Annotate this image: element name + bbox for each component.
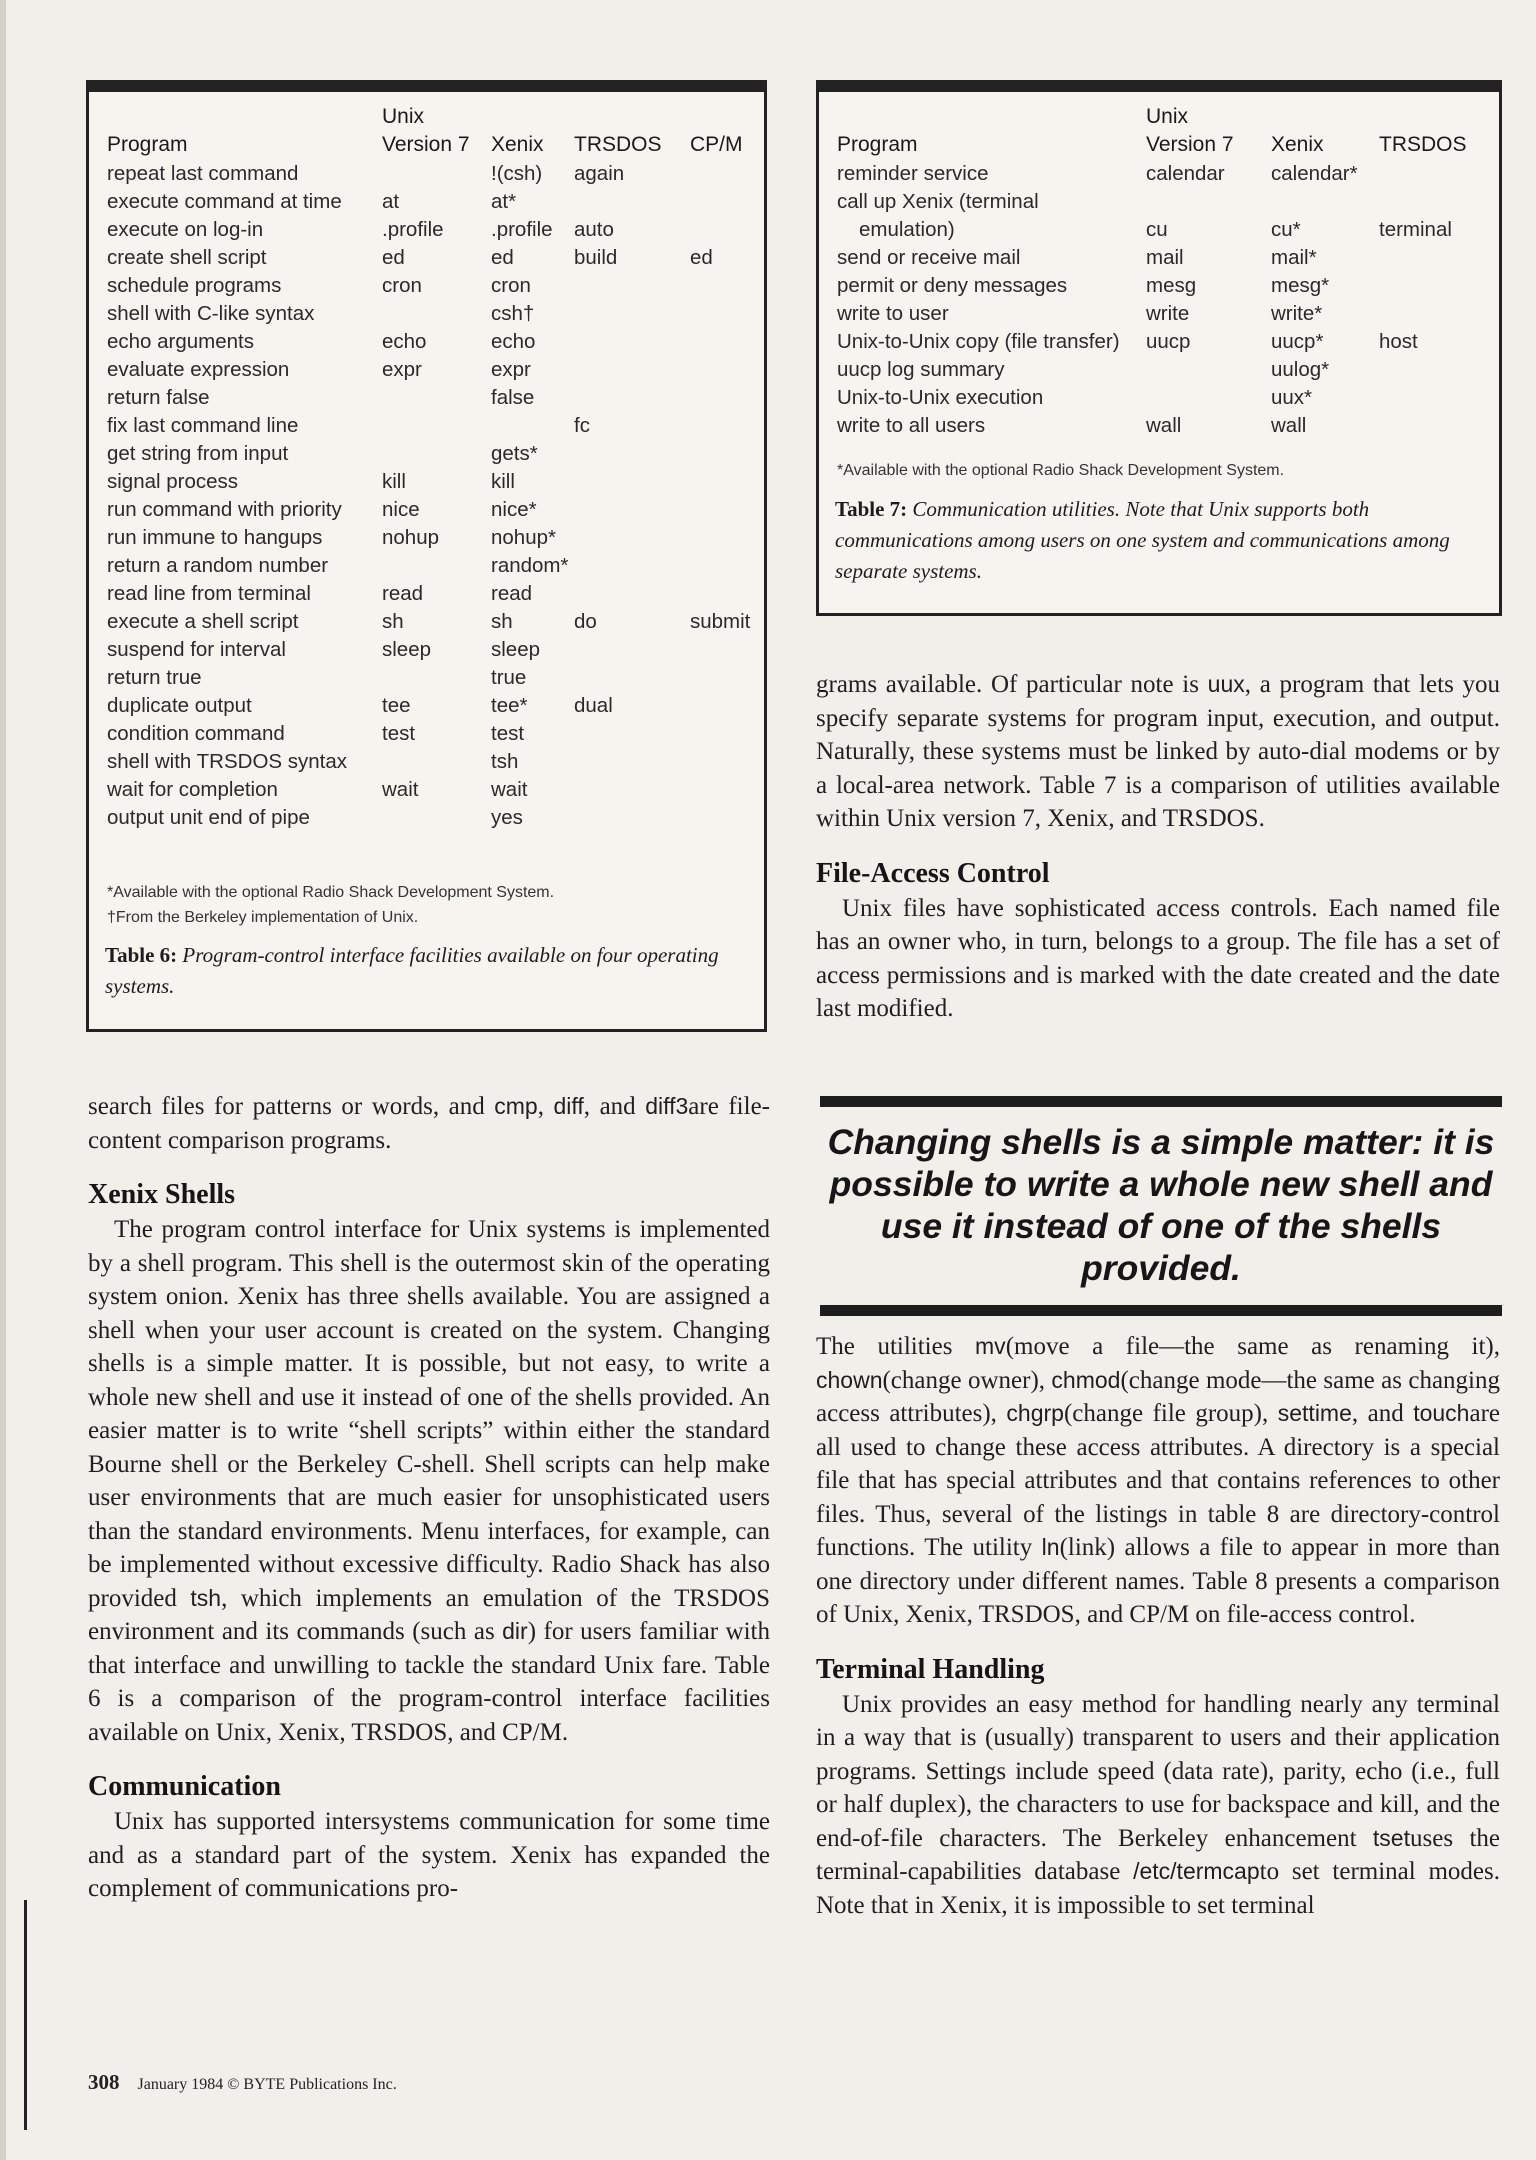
t6-cell: do xyxy=(574,610,597,633)
t7-caption xyxy=(835,494,1487,587)
t7-cell: Unix-to-Unix execution xyxy=(837,386,1044,409)
t6-cell xyxy=(690,524,760,552)
t6-cell xyxy=(382,160,491,188)
t6-cell xyxy=(382,300,491,328)
t6-cell xyxy=(574,384,690,412)
t6-cell xyxy=(690,636,760,664)
t6-cell: read xyxy=(382,582,424,605)
t6-cell: return true xyxy=(107,666,202,689)
t6-row xyxy=(107,664,760,692)
table-7-box xyxy=(816,80,1502,616)
t6-cell: false xyxy=(491,386,535,409)
t6-cell xyxy=(574,804,690,832)
chgrp-code: chgrp xyxy=(1006,1400,1064,1426)
table-6-box xyxy=(86,80,767,1032)
t6-cell: read xyxy=(491,582,533,605)
t7-cell: uucp xyxy=(1146,330,1191,353)
t7-header-unix-top: Unix xyxy=(1146,105,1189,128)
t7-cell: terminal xyxy=(1379,218,1452,241)
t6-row xyxy=(107,272,760,300)
tset-code: tset xyxy=(1372,1824,1410,1851)
publication-line: January 1984 © BYTE Publications Inc. xyxy=(137,2076,397,2093)
t6-cell xyxy=(690,188,760,216)
t6-cell: expr xyxy=(382,358,422,381)
t6-cell: .profile xyxy=(382,218,444,241)
right-para-uux: grams available. Of particular note is uux, a program that lets you specify separate systems for program input, execution, and output. Naturally, these systems must be linked by auto-dial modems or by a local-area network. Table 7 is a comparison of utilities available within Unix version 7, Xenix, and TRSDOS. xyxy=(816,671,1500,832)
t6-cell: sh xyxy=(382,610,404,633)
t7-cell: calendar xyxy=(1146,162,1225,185)
t6-row xyxy=(107,216,760,244)
t6-header-xenix: Xenix xyxy=(491,133,544,156)
t6-footnote-1: *Available with the optional Radio Shack Development System. xyxy=(107,884,555,901)
t6-row xyxy=(107,804,760,832)
t6-cell: at* xyxy=(491,190,517,213)
t6-cell: get string from input xyxy=(107,442,289,465)
t6-row xyxy=(107,776,760,804)
t6-cell xyxy=(574,776,690,804)
t6-cell: test xyxy=(491,722,525,745)
dir-code: dir xyxy=(502,1618,528,1644)
t6-cell: .profile xyxy=(491,218,553,241)
t6-cell xyxy=(690,804,760,832)
t6-cell: execute on log-in xyxy=(107,218,264,241)
t7-header-xenix: Xenix xyxy=(1271,133,1324,156)
t6-cell xyxy=(690,440,760,468)
t6-cell: nohup xyxy=(382,526,440,549)
t6-row xyxy=(107,412,760,440)
left-column xyxy=(88,1090,770,1906)
t6-cell xyxy=(690,356,760,384)
t6-cell: nohup* xyxy=(491,526,556,549)
pull-quote-text: Changing shells is a simple matter: it is possible to write a whole new shell and use it instead of one of the shells provided. xyxy=(827,1122,1495,1288)
t7-cell: wall xyxy=(1271,414,1307,437)
heading-terminal-handling: Terminal Handling xyxy=(816,1653,1045,1685)
pull-quote-bottom-rule xyxy=(820,1305,1502,1316)
table-6 xyxy=(107,104,760,832)
t6-cell xyxy=(690,160,760,188)
t6-row xyxy=(107,468,760,496)
t6-cell: read line from terminal xyxy=(107,582,311,605)
t6-cell: ed xyxy=(382,246,405,269)
t7-cell: uucp* xyxy=(1271,330,1324,353)
binding-mark xyxy=(24,1900,27,2130)
heading-communication: Communication xyxy=(88,1771,281,1802)
t6-header-trsdos: TRSDOS xyxy=(574,133,662,156)
t6-cell: suspend for interval xyxy=(107,638,286,661)
t6-cell: !(csh) xyxy=(491,162,543,185)
heading-xenix-shells: Xenix Shells xyxy=(88,1179,236,1210)
t7-cell xyxy=(1146,356,1271,384)
page-number: 308 xyxy=(88,2070,120,2094)
t6-row xyxy=(107,608,760,636)
t6-cell: dual xyxy=(574,694,613,717)
t6-cell xyxy=(690,412,760,440)
t6-cell: run immune to hangups xyxy=(107,526,323,549)
t6-cell: run command with priority xyxy=(107,498,342,521)
termcap-path: /etc/termcap xyxy=(1133,1858,1260,1884)
t6-cell: yes xyxy=(491,806,523,829)
t6-row xyxy=(107,580,760,608)
t6-cell: build xyxy=(574,246,618,269)
t6-cell xyxy=(690,664,760,692)
t7-cell xyxy=(1379,272,1479,300)
t7-cell xyxy=(1379,412,1479,440)
t6-row xyxy=(107,636,760,664)
t6-caption-label: Table 6: xyxy=(105,943,178,967)
t7-cell: call up Xenix (terminal xyxy=(837,190,1039,213)
pull-quote xyxy=(820,1096,1502,1316)
t7-row xyxy=(837,272,1479,300)
page-edge xyxy=(0,0,6,2160)
t6-cell xyxy=(574,272,690,300)
t7-header-unix-version: Version 7 xyxy=(1146,133,1234,156)
t6-row xyxy=(107,524,760,552)
page-footer xyxy=(88,2070,397,2095)
t7-cell: write* xyxy=(1271,302,1323,325)
chown-code: chown xyxy=(816,1366,883,1393)
left-para-shells: The program control interface for Unix systems is implemented by a shell program. This shell is the outermost skin of the operating system onion. Xenix has three shells available. You are assigned a shell when your user account is created on the system. Changing shells is a simple matter. It is possible, but not easy, to write a whole new shell and use it instead of one of the shells provided. An easier matter is to write “shell scripts” within either the standard Bourne shell or the Berkeley C-shell. Shell scripts can help make user environments that are much easier for unsophisticated users than the standard environments. Menu interfaces, for example, can be implemented without excessive difficulty. Radio Shack has also provided tsh, which implements an emulation of the TRSDOS environment and its commands (such as dir) for users familiar with that interface and unwilling to tackle the standard Unix fare. Table 6 is a comparison of the program-control interface facilities available on Unix, Xenix, TRSDOS, and CP/M. xyxy=(88,1216,770,1746)
table-7 xyxy=(837,104,1479,440)
t7-cell xyxy=(1379,384,1479,412)
t6-cell: true xyxy=(491,666,527,689)
t6-cell xyxy=(690,328,760,356)
right-para-file-access: Unix files have sophisticated access controls. Each named file has an owner who, in turn, belongs to a group. The file has a set of access permissions and is marked with the date created and the date last modified. xyxy=(816,894,1500,1022)
t6-cell xyxy=(690,692,760,720)
t6-cell xyxy=(574,524,690,552)
t6-header-unix-version: Version 7 xyxy=(382,133,470,156)
t6-cell xyxy=(574,300,690,328)
right-para-terminal: Unix provides an easy method for handling nearly any terminal in a way that is (usually) transparent to users and their application programs. Settings include speed (data rate), parity, echo (i.e., full or half duplex), the characters to use for backspace and kill, and the end-of-file characters. The Berkeley enhancement tsetuses the terminal-capabilities database /etc/termcapto set terminal modes. Note that in Xenix, it is impossible to set terminal xyxy=(816,1690,1501,1919)
t6-cell: expr xyxy=(491,358,531,381)
t7-cell xyxy=(1379,160,1479,188)
settime-code: settime xyxy=(1277,1400,1352,1426)
t6-cell: csh† xyxy=(491,302,535,325)
t6-cell xyxy=(690,272,760,300)
t6-cell: create shell script xyxy=(107,246,267,269)
t6-cell xyxy=(690,468,760,496)
t6-header-unix-top: Unix xyxy=(382,105,425,128)
right-column-upper xyxy=(816,668,1500,1026)
right-column-lower xyxy=(816,1330,1500,1922)
t7-cell: uucp log summary xyxy=(837,358,1005,381)
t6-cell: nice xyxy=(382,498,420,521)
t7-row xyxy=(837,384,1479,412)
t7-header-program: Program xyxy=(837,133,918,156)
t7-row xyxy=(837,188,1479,216)
left-para-communication: Unix has supported intersystems communication for some time and as a standard part of the system. Xenix has expanded the complement of communications pro- xyxy=(88,1808,770,1902)
t6-row xyxy=(107,188,760,216)
right-para-utilities: The utilities mv(move a file—the same as renaming it), chown(change owner), chmod(change mode—the same as changing access attributes), chgrp(change file group), settime, and touchare all used to change these access attributes. A directory is a special file that has special attributes and that contains references to other files. Thus, several of the listings in table 8 are directory-control functions. The utility ln(link) allows a file to appear in more than one directory under different names. Table 8 presents a comparison of Unix, Xenix, TRSDOS, and CP/M on file-access control. xyxy=(816,1333,1500,1628)
left-para-intro: search files for patterns or words, and cmp, diff, and diff3are file-content comparison programs. xyxy=(88,1093,770,1154)
t6-cell xyxy=(574,188,690,216)
t6-cell: tee xyxy=(382,694,411,717)
t7-row xyxy=(837,216,1479,244)
t6-cell: execute command at time xyxy=(107,190,342,213)
t6-row xyxy=(107,328,760,356)
t6-cell xyxy=(574,636,690,664)
diff3-code: diff3 xyxy=(645,1093,689,1119)
t6-cell xyxy=(382,412,491,440)
t6-cell xyxy=(690,776,760,804)
t6-cell: output unit end of pipe xyxy=(107,806,310,829)
t6-cell: kill xyxy=(491,470,515,493)
t6-cell: again xyxy=(574,162,625,185)
t6-cell: gets* xyxy=(491,442,538,465)
t6-cell xyxy=(690,496,760,524)
t6-cell xyxy=(574,356,690,384)
t6-cell xyxy=(574,440,690,468)
t7-cell: wall xyxy=(1146,414,1182,437)
t6-cell: nice* xyxy=(491,498,537,521)
t6-row xyxy=(107,384,760,412)
t6-cell: auto xyxy=(574,218,614,241)
tsh-code: tsh xyxy=(190,1584,222,1611)
t6-cell: evaluate expression xyxy=(107,358,290,381)
t6-cell: execute a shell script xyxy=(107,610,299,633)
t6-cell: sleep xyxy=(491,638,541,661)
t7-cell: mail* xyxy=(1271,246,1317,269)
t6-cell: at xyxy=(382,190,400,213)
t6-cell xyxy=(574,748,690,776)
t6-cell xyxy=(382,440,491,468)
t6-cell xyxy=(690,384,760,412)
t6-cell xyxy=(690,552,760,580)
t6-row xyxy=(107,300,760,328)
t6-cell xyxy=(690,216,760,244)
t7-cell: host xyxy=(1379,330,1418,353)
t6-cell: sh xyxy=(491,610,513,633)
t6-cell xyxy=(690,300,760,328)
t6-caption xyxy=(105,940,755,1002)
t6-cell xyxy=(382,552,491,580)
t6-cell xyxy=(491,412,574,440)
t7-cell: mesg* xyxy=(1271,274,1330,297)
t6-cell xyxy=(690,580,760,608)
t6-caption-text: Program-control interface facilities available on four operating systems. xyxy=(105,943,719,998)
t7-cell xyxy=(1379,188,1479,216)
t7-cell: write xyxy=(1146,302,1190,325)
t7-cell: mesg xyxy=(1146,274,1197,297)
t7-cell xyxy=(1379,244,1479,272)
t7-cell: send or receive mail xyxy=(837,246,1021,269)
t7-cell xyxy=(1146,384,1271,412)
t6-cell xyxy=(574,468,690,496)
ln-code: ln xyxy=(1041,1534,1060,1560)
t7-header-trsdos: TRSDOS xyxy=(1379,133,1467,156)
t6-header-cpm: CP/M xyxy=(690,133,743,156)
t7-row xyxy=(837,356,1479,384)
t6-cell: schedule programs xyxy=(107,274,282,297)
t6-cell: fc xyxy=(574,414,590,437)
touch-code: touch xyxy=(1413,1400,1470,1426)
t6-cell: submit xyxy=(690,610,751,633)
t6-cell: sleep xyxy=(382,638,432,661)
t6-row xyxy=(107,720,760,748)
t6-row xyxy=(107,440,760,468)
t7-cell: uux* xyxy=(1271,386,1313,409)
t6-header-program: Program xyxy=(107,133,188,156)
t7-row xyxy=(837,244,1479,272)
t7-row xyxy=(837,300,1479,328)
t6-cell: ed xyxy=(491,246,514,269)
t7-cell: reminder service xyxy=(837,162,989,185)
t6-row xyxy=(107,748,760,776)
cmp-code: cmp xyxy=(494,1093,538,1119)
t7-cell: cu* xyxy=(1271,218,1301,241)
diff-code: diff xyxy=(553,1093,584,1119)
t6-cell: wait for completion xyxy=(107,778,278,801)
t7-row xyxy=(837,412,1479,440)
t6-cell: kill xyxy=(382,470,406,493)
t6-cell xyxy=(690,720,760,748)
t6-cell: repeat last command xyxy=(107,162,299,185)
t6-cell: fix last command line xyxy=(107,414,299,437)
t6-cell: tee* xyxy=(491,694,528,717)
uux-code: uux xyxy=(1207,671,1245,697)
t6-cell: condition command xyxy=(107,722,285,745)
t6-footnote-2: †From the Berkeley implementation of Unix. xyxy=(107,909,419,926)
t6-cell xyxy=(574,496,690,524)
t6-row xyxy=(107,244,760,272)
t6-cell: duplicate output xyxy=(107,694,252,717)
t7-cell: write to all users xyxy=(837,414,986,437)
t6-cell: ed xyxy=(690,246,713,269)
t6-cell: return false xyxy=(107,386,210,409)
t7-cell: Unix-to-Unix copy (file transfer) xyxy=(837,330,1120,353)
t7-cell xyxy=(1146,188,1271,216)
t6-row xyxy=(107,692,760,720)
heading-file-access-control: File-Access Control xyxy=(816,857,1050,889)
t6-cell: test xyxy=(382,722,416,745)
t6-cell xyxy=(382,664,491,692)
t6-cell xyxy=(690,748,760,776)
t6-cell xyxy=(382,748,491,776)
t6-cell: cron xyxy=(491,274,531,297)
t6-cell: shell with TRSDOS syntax xyxy=(107,750,348,773)
t6-cell: random* xyxy=(491,554,569,577)
t6-cell: echo xyxy=(382,330,427,353)
t7-cell xyxy=(1271,188,1379,216)
t6-cell: wait xyxy=(382,778,419,801)
t6-row xyxy=(107,160,760,188)
t7-row xyxy=(837,328,1479,356)
t6-cell xyxy=(574,720,690,748)
t7-cell: write to user xyxy=(837,302,949,325)
t7-cell xyxy=(1379,356,1479,384)
t6-cell xyxy=(574,552,690,580)
t7-cell: uulog* xyxy=(1271,358,1330,381)
t6-cell: signal process xyxy=(107,470,239,493)
mv-code: mv xyxy=(975,1333,1006,1359)
chmod-code: chmod xyxy=(1051,1366,1121,1393)
t7-caption-label: Table 7: xyxy=(835,497,908,521)
t7-cell: mail xyxy=(1146,246,1184,269)
t6-cell: tsh xyxy=(491,750,519,773)
t6-cell: echo arguments xyxy=(107,330,255,353)
t6-cell: return a random number xyxy=(107,554,329,577)
t7-cell: calendar* xyxy=(1271,162,1358,185)
t6-cell xyxy=(382,384,491,412)
t6-row xyxy=(107,356,760,384)
t6-cell xyxy=(574,580,690,608)
t7-cell xyxy=(1379,300,1479,328)
t7-caption-text: Communication utilities. Note that Unix supports both communications among users on one system and communications among separate systems. xyxy=(835,497,1450,583)
t6-row xyxy=(107,496,760,524)
t6-cell xyxy=(382,804,491,832)
t7-cell: permit or deny messages xyxy=(837,274,1068,297)
t6-cell: echo xyxy=(491,330,536,353)
t6-row xyxy=(107,552,760,580)
pull-quote-top-rule xyxy=(820,1096,1502,1107)
t6-cell: wait xyxy=(491,778,528,801)
t6-cell: shell with C-like syntax xyxy=(107,302,315,325)
t6-cell xyxy=(574,664,690,692)
t7-row xyxy=(837,160,1479,188)
t7-cell: cu xyxy=(1146,218,1168,241)
t7-footnote: *Available with the optional Radio Shack Development System. xyxy=(837,462,1285,479)
t6-cell: cron xyxy=(382,274,422,297)
t6-cell xyxy=(574,328,690,356)
t7-cell: emulation) xyxy=(859,218,955,241)
